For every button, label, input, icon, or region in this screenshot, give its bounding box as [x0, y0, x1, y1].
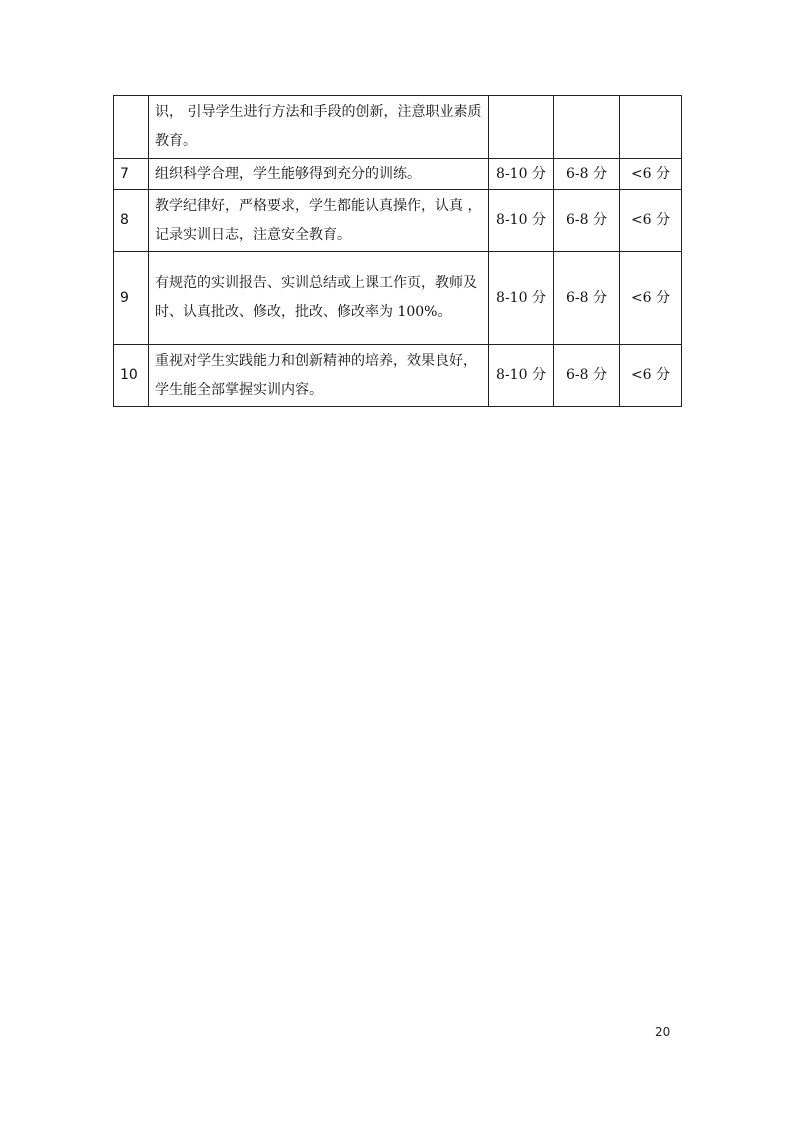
row-number: 8 [114, 190, 149, 252]
score-poor: <6 分 [620, 190, 682, 252]
score-good: 6-8 分 [554, 252, 620, 345]
table-row [114, 345, 682, 407]
row-number: 9 [114, 252, 149, 345]
score-good [554, 96, 620, 159]
criterion-text: 重视对学生实践能力和创新精神的培养，效果良好，学生能全部掌握实训内容。 [149, 345, 489, 407]
score-good: 6-8 分 [554, 190, 620, 252]
score-excellent [489, 96, 554, 159]
table-row [114, 252, 682, 345]
criterion-text: 识， 引导学生进行方法和手段的创新，注意职业素质教育。 [149, 96, 489, 159]
table-row [114, 96, 682, 159]
score-good: 6-8 分 [554, 345, 620, 407]
evaluation-table [113, 95, 682, 407]
criterion-text: 有规范的实训报告、实训总结或上课工作页，教师及时、认真批改、修改，批改、修改率为 100%。 [149, 252, 489, 345]
criterion-text: 组织科学合理，学生能够得到充分的训练。 [149, 159, 489, 190]
score-excellent: 8-10 分 [489, 159, 554, 190]
page-number: 20 [655, 1025, 671, 1039]
criterion-text: 教学纪律好，严格要求，学生都能认真操作，认真 ，记录实训日志，注意安全教育。 [149, 190, 489, 252]
score-good: 6-8 分 [554, 159, 620, 190]
table-row [114, 159, 682, 190]
score-excellent: 8-10 分 [489, 190, 554, 252]
score-poor [620, 96, 682, 159]
score-excellent: 8-10 分 [489, 345, 554, 407]
score-excellent: 8-10 分 [489, 252, 554, 345]
score-poor: <6 分 [620, 159, 682, 190]
row-number [114, 96, 149, 159]
score-poor: <6 分 [620, 345, 682, 407]
row-number: 7 [114, 159, 149, 190]
table-row [114, 190, 682, 252]
score-poor: <6 分 [620, 252, 682, 345]
row-number: 10 [114, 345, 149, 407]
